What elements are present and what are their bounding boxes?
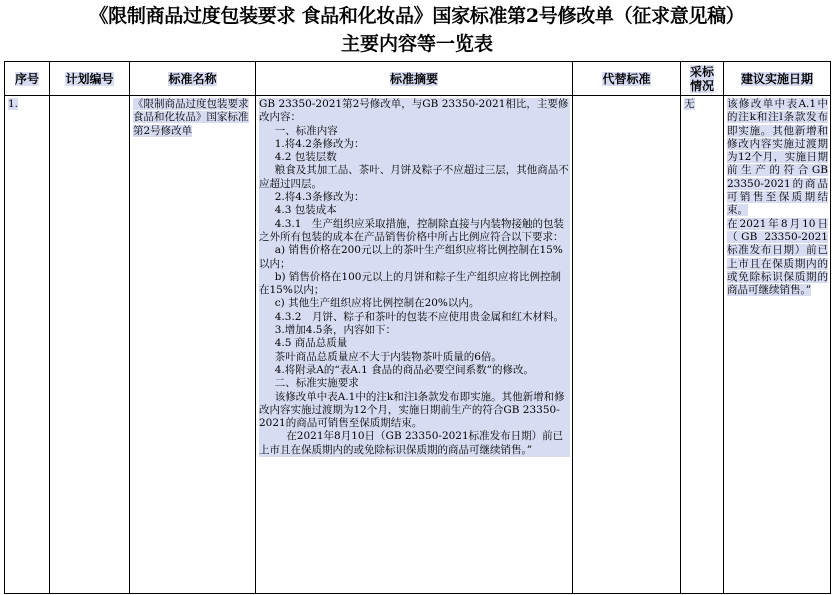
header-plan-no: 计划编号: [50, 62, 130, 96]
header-row: [5, 62, 831, 96]
cell-seq: 1.: [5, 96, 50, 594]
summary-paragraph: 粮食及其加工品、茶叶、月饼及粽子不应超过三层，其他商品不应超过四层。: [259, 164, 569, 190]
summary-paragraph: a) 销售价格在200元以上的茶叶生产组织应将比例控制在15%以内；: [259, 244, 570, 271]
summary-paragraph: 在2021年8月10日（GB 23350-2021标准发布日期）前已上市且在保质期内的或免除标识保质期的商品可继续销售。”: [259, 430, 570, 457]
standards-table: [4, 61, 831, 594]
cell-adopt: 无: [681, 96, 724, 594]
impl-date-paragraph: 在2021年8月10日（GB 23350-2021标准发布日期）前已上市且在保质期内的或免除标识保质期的商品可继续销售。”: [727, 217, 828, 297]
header-std-name: 标准名称: [130, 62, 256, 96]
summary-paragraph: b) 销售价格在100元以上的月饼和粽子生产组织应将比例控制在15%以内；: [259, 271, 570, 298]
summary-paragraph: GB 23350-2021第2号修改单，与GB 23350-2021相比，主要修改内容：: [259, 98, 569, 124]
summary-paragraph: 2.将4.3条修改为：: [259, 191, 570, 204]
summary-paragraph: 二、标准实施要求: [259, 377, 570, 390]
table-row: [5, 96, 831, 594]
summary-paragraph: 4.2 包装层数: [259, 151, 570, 164]
cell-plan-no: [50, 96, 130, 594]
summary-paragraph: 4.5 商品总质量: [259, 337, 570, 350]
impl-date-paragraph: 该修改单中表A.1中的注k和注l条款发布即实施。其他新增和修改内容实施过渡期为12个月，实施日期前生产的符合GB 23350-2021的商品可销售至保质期结束。: [727, 98, 828, 217]
document-title: 《限制商品过度包装要求 食品和化妆品》国家标准第2号修改单（征求意见稿）: [89, 5, 745, 27]
summary-paragraph: 茶叶商品总质量应不大于内装物茶叶质量的6倍。: [259, 351, 570, 364]
cell-replace-std: [573, 96, 681, 594]
header-seq: 序号: [5, 62, 50, 96]
summary-paragraph: 4.3.1 生产组织应采取措施，控制除直接与内装物接触的包装之外所有包装的成本在产品销售价格中所占比例应符合以下要求：: [259, 218, 570, 245]
summary-paragraph: 一、标准内容: [259, 125, 570, 138]
cell-std-summary: [256, 96, 573, 594]
summary-paragraph: 3.增加4.5条，内容如下：: [259, 324, 570, 337]
document-subtitle: 主要内容等一览表: [340, 33, 493, 55]
summary-paragraph: 4.3.2 月饼、粽子和茶叶的包装不应使用贵金属和红木材料。: [259, 311, 570, 324]
header-std-summary: 标准摘要: [256, 62, 573, 96]
summary-paragraph: 4.3 包装成本: [259, 204, 570, 217]
cell-std-name: 《限制商品过度包装要求 食品和化妆品》国家标准第2号修改单: [130, 96, 256, 594]
header-adopt: 采标 情况: [681, 62, 724, 96]
summary-paragraph: 4.将附录A的“表A.1 食品的商品必要空间系数”的修改。: [259, 364, 570, 377]
summary-paragraph: 1.将4.2条修改为：: [259, 138, 570, 151]
header-impl-date: 建议实施日期: [724, 62, 831, 96]
header-replace-std: 代替标准: [573, 62, 681, 96]
summary-paragraph: c) 其他生产组织应将比例控制在20%以内。: [259, 297, 570, 310]
summary-paragraph: 该修改单中表A.1中的注k和注l条款发布即实施。其他新增和修改内容实施过渡期为12个月，实施日期前生产的符合GB 23350-2021的商品可销售至保质期结束。: [259, 391, 570, 431]
cell-impl-date: [724, 96, 831, 594]
